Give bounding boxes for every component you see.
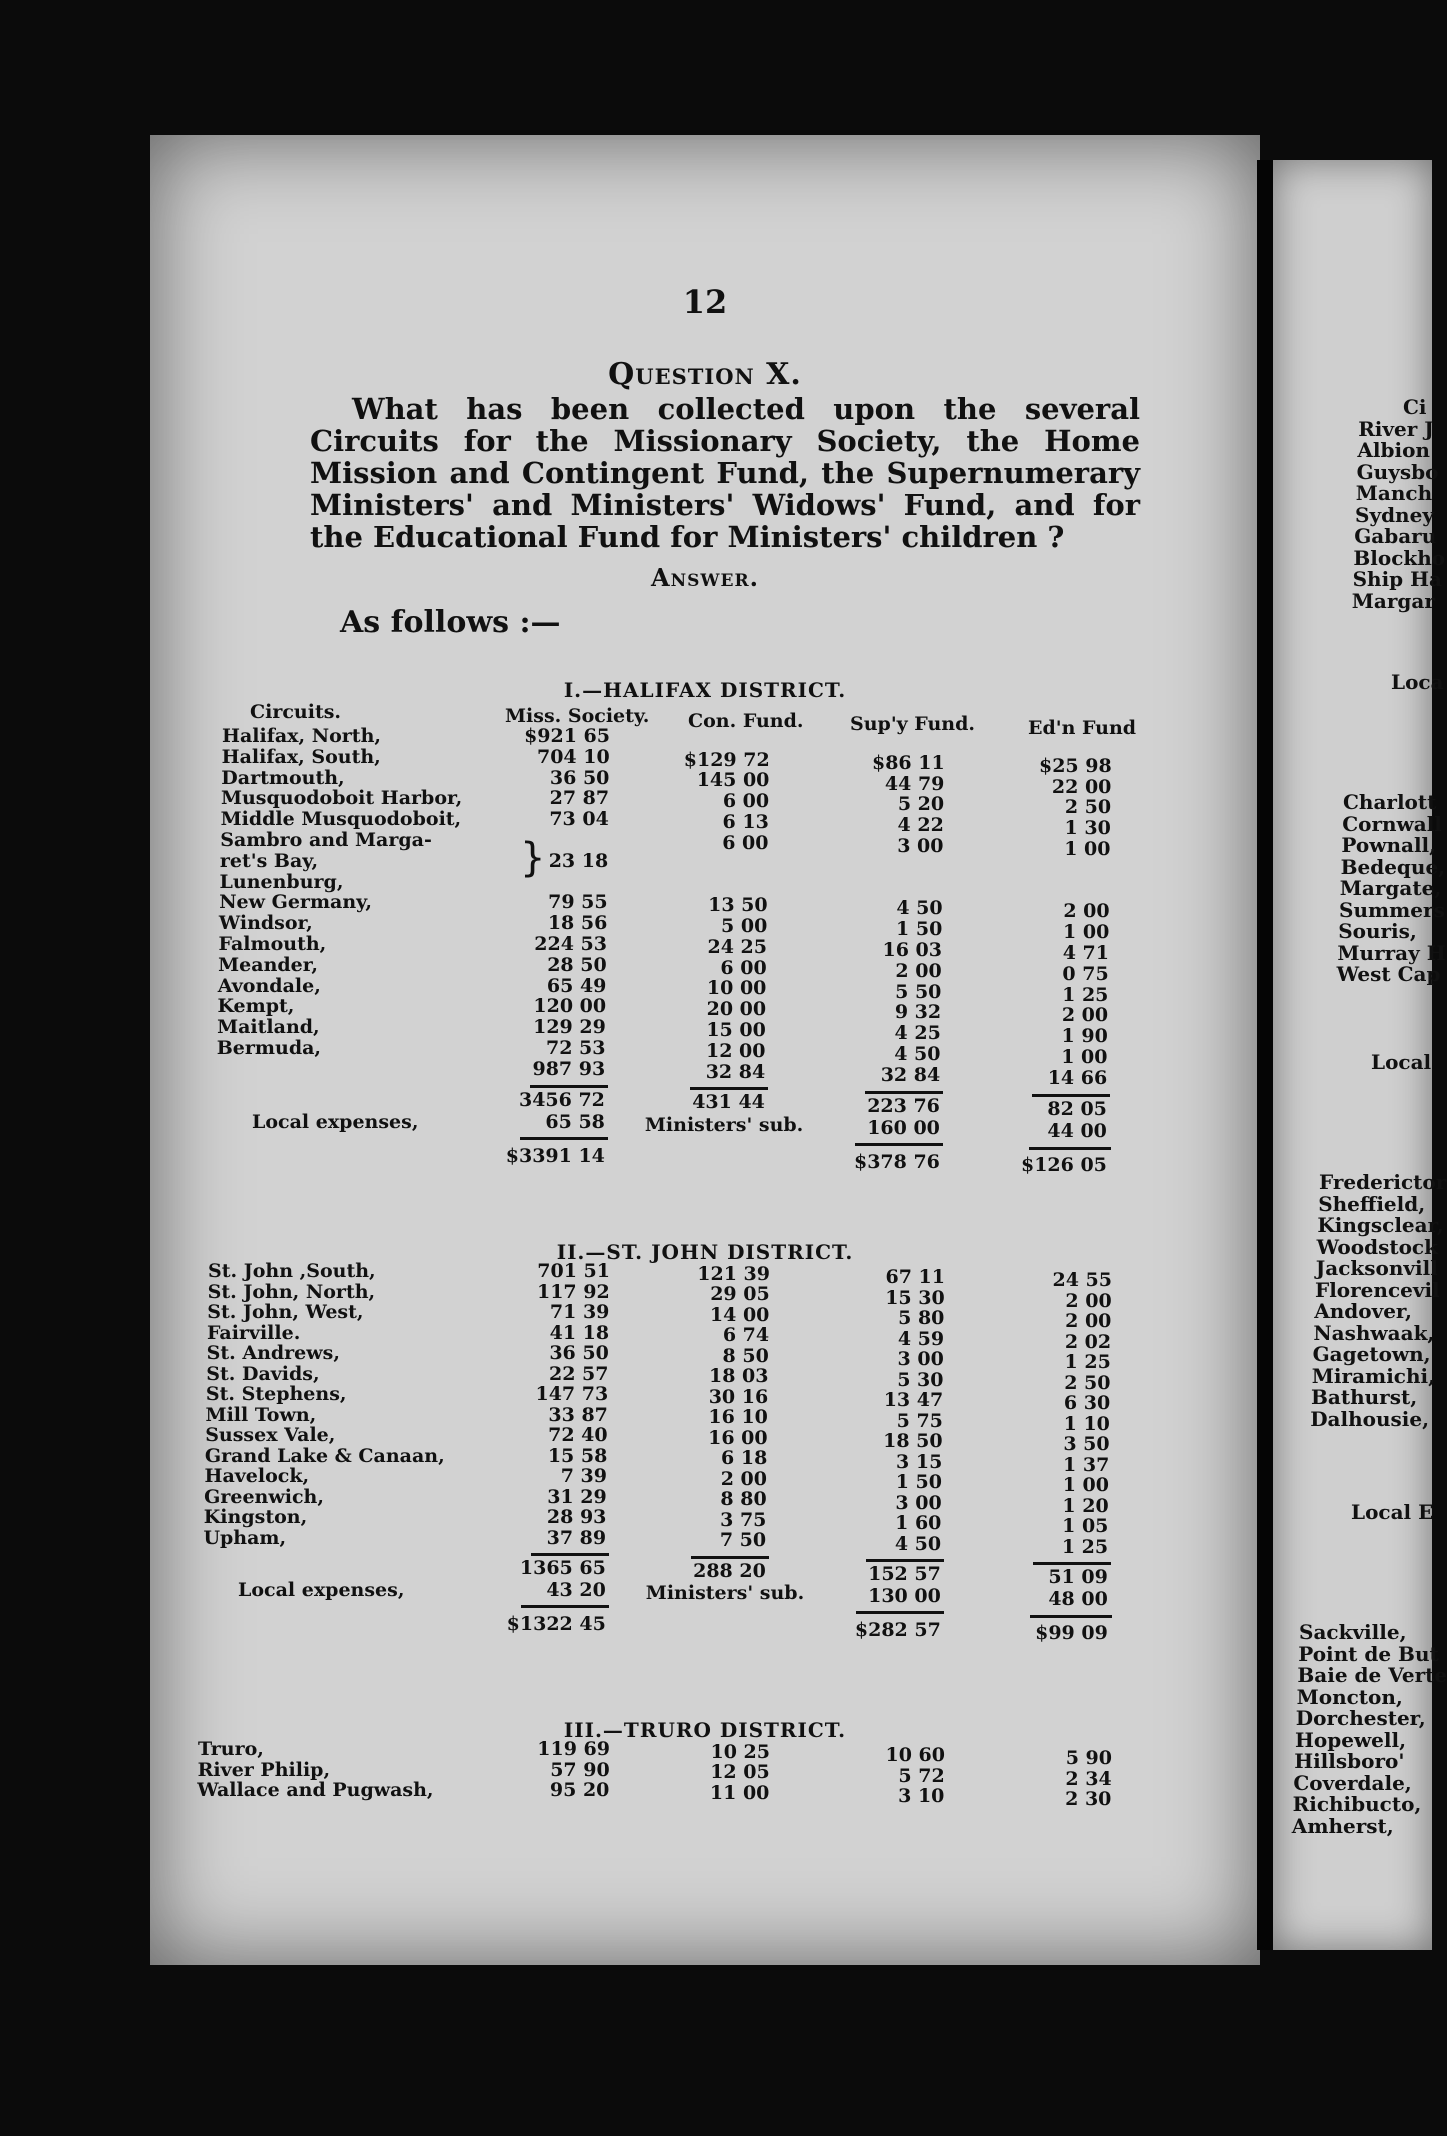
amount-supy: 16 03 [882, 939, 942, 962]
district-title: II.—ST. JOHN DISTRICT. [556, 1240, 854, 1264]
facing-page-entry: West Cap [1336, 962, 1441, 986]
as-follows: As follows :— [340, 605, 561, 640]
facing-page-entry: Sackville, [1299, 1620, 1407, 1644]
facing-page-local: Loca [1391, 670, 1444, 694]
amount-miss: 71 39 [549, 1301, 610, 1323]
circuit-name: Meander, [218, 953, 319, 976]
facing-page-entry: Gagetown, [1312, 1342, 1431, 1366]
amount-miss: 129 29 [533, 1016, 606, 1039]
column-header-con: Con. Fund. [688, 710, 804, 732]
facing-page-entry: Blockho [1353, 545, 1446, 570]
amount-con: 16 10 [708, 1406, 768, 1429]
sum-rule [521, 1605, 609, 1608]
question-title: Question X. [608, 357, 802, 392]
amount-miss: 117 92 [536, 1280, 610, 1303]
column-header-edn: Ed'n Fund [1028, 717, 1137, 739]
amount-miss: 28 50 [547, 953, 607, 976]
subtotal-miss: 3456 72 [518, 1088, 605, 1111]
amount-con: 10 25 [710, 1740, 770, 1763]
amount-con: 6 00 [722, 790, 770, 813]
amount-edn: 1 20 [1062, 1494, 1109, 1517]
facing-page-entry: Nashwaak, [1313, 1320, 1435, 1345]
column-header-circuits: Circuits. [250, 701, 342, 723]
subtotal-miss: 1365 65 [519, 1557, 606, 1579]
facing-page-entry: Sydney [1355, 502, 1434, 527]
amount-supy: 5 50 [895, 980, 942, 1003]
amount-edn: 14 66 [1047, 1066, 1108, 1089]
amount-supy: 18 50 [883, 1430, 943, 1453]
subtotal-supy: 152 57 [868, 1563, 941, 1586]
amount-supy: 4 50 [894, 1043, 941, 1066]
amount-edn: 2 50 [1064, 1371, 1111, 1394]
amount-con: 8 50 [722, 1344, 769, 1367]
circuit-name: Kempt, [217, 995, 295, 1018]
circuit-name: Sussex Vale, [205, 1424, 336, 1446]
sum-rule [865, 1091, 943, 1094]
circuit-name: Fairville. [206, 1321, 301, 1344]
circuit-name: Halifax, North, [222, 725, 381, 747]
sum-rule [690, 1087, 768, 1090]
amount-con: 121 39 [697, 1262, 770, 1285]
facing-page-entry: Woodstock [1316, 1234, 1438, 1259]
ministers-sub-label: Ministers' sub. [644, 1113, 804, 1136]
amount-edn: 1 00 [1064, 838, 1111, 861]
sum-rule [1033, 1562, 1111, 1565]
total-miss: $1322 45 [506, 1613, 606, 1635]
amount-con: 15 00 [706, 1019, 766, 1042]
facing-page-entry: Albion [1357, 438, 1430, 462]
circuit-name: Lunenburg, [219, 870, 344, 893]
amount-miss: 95 20 [549, 1779, 610, 1801]
amount-miss: 36 50 [549, 1342, 609, 1364]
document-page [150, 135, 1260, 1965]
facing-page-entry: Murray H [1337, 940, 1446, 965]
amount-miss: 23 18 [548, 849, 609, 872]
facing-page-local: Local E [1351, 1500, 1434, 1524]
ministers-sub-label: Ministers' sub. [645, 1582, 805, 1604]
amount-con: 18 03 [709, 1365, 769, 1388]
sum-rule [520, 1137, 608, 1140]
amount-edn: 4 71 [1062, 942, 1109, 965]
amount-supy: 3 10 [898, 1785, 945, 1808]
amount-supy: 3 00 [897, 1348, 944, 1371]
facing-page-entry: Andover, [1314, 1299, 1412, 1323]
facing-page-entry: Margate, [1339, 876, 1442, 900]
circuit-name: Havelock, [204, 1465, 310, 1487]
circuit-name: Grand Lake & Canaan, [204, 1444, 445, 1467]
amount-miss: 33 87 [548, 1403, 608, 1426]
circuit-name: Sambro and Marga- [220, 829, 432, 851]
circuit-name: Upham, [203, 1526, 287, 1549]
facing-page-entry: Bedeque, [1340, 854, 1446, 879]
amount-edn: 1 10 [1063, 1412, 1110, 1435]
amount-con: 20 00 [706, 998, 767, 1021]
circuit-name: Halifax, South, [221, 745, 381, 768]
circuit-name: St. John ,South, [208, 1260, 376, 1282]
amount-edn: 2 34 [1065, 1767, 1112, 1790]
circuit-name: River Philip, [197, 1758, 331, 1781]
sum-rule [530, 1085, 608, 1088]
facing-page-entry: Sheffield, [1318, 1191, 1426, 1216]
circuit-name: St. Andrews, [206, 1342, 340, 1364]
facing-page-entry: Ship Ha [1352, 567, 1442, 591]
amount-supy: 9 32 [894, 1001, 942, 1024]
amount-miss: 27 87 [549, 787, 610, 810]
amount-edn: 0 75 [1062, 962, 1109, 985]
facing-page-entry: Pownall, [1341, 833, 1437, 857]
facing-page-entry: Kingsclear, [1317, 1213, 1444, 1237]
amount-con: 30 16 [708, 1385, 769, 1408]
amount-supy: 4 50 [896, 897, 943, 920]
amount-con: $129 72 [683, 748, 770, 771]
facing-page-local: Local [1371, 1050, 1432, 1074]
amount-miss: 22 57 [549, 1362, 609, 1385]
amount-supy: 4 25 [894, 1022, 941, 1045]
amount-miss: 72 53 [546, 1037, 606, 1059]
amount-miss: 7 39 [560, 1465, 607, 1487]
facing-page-entry: Jacksonvill [1315, 1256, 1438, 1280]
amount-edn: 1 00 [1061, 1046, 1108, 1069]
total-edn: $99 09 [1035, 1622, 1108, 1644]
amount-supy: 5 20 [897, 793, 945, 816]
facing-page-entry: Dalhousie, [1310, 1406, 1430, 1431]
amount-con: 11 00 [709, 1781, 770, 1804]
amount-edn: 2 30 [1065, 1788, 1112, 1811]
book-spine [1257, 160, 1273, 1950]
circuit-name: St. John, North, [207, 1280, 376, 1303]
circuit-name: Mill Town, [205, 1403, 317, 1426]
amount-con: 6 13 [722, 811, 769, 834]
amount-con: 24 25 [707, 935, 767, 958]
amount-con: 6 74 [722, 1324, 770, 1347]
circuit-name: St. John, West, [207, 1301, 364, 1323]
facing-page-entry: Charlott [1343, 790, 1437, 814]
amount-edn: 1 30 [1064, 817, 1111, 840]
amount-con: 14 00 [709, 1303, 770, 1326]
amount-miss: 987 93 [532, 1057, 606, 1080]
facing-page-entry: Cornwall [1342, 811, 1442, 836]
facing-page-entry: River J [1358, 416, 1434, 441]
amount-edn: 2 00 [1061, 1004, 1109, 1027]
column-header-miss: Miss. Society. [505, 705, 650, 727]
amount-con: 6 00 [720, 956, 767, 979]
amount-con: 2 00 [720, 1467, 767, 1490]
sum-rule [856, 1611, 944, 1614]
total-miss: $3391 14 [505, 1144, 605, 1167]
sum-rule [1029, 1147, 1111, 1150]
sum-rule [866, 1559, 944, 1562]
circuit-name: Windsor, [218, 912, 313, 935]
amount-con: 12 00 [706, 1039, 766, 1062]
amount-miss: 15 58 [547, 1444, 608, 1467]
facing-page-entry: Richibucto, [1292, 1792, 1422, 1816]
amount-miss: 18 56 [547, 912, 608, 935]
amount-miss: 73 04 [549, 808, 609, 831]
amount-supy: 2 00 [895, 959, 942, 982]
facing-page-entry: Frederictor [1319, 1170, 1447, 1194]
amount-edn: 1 90 [1061, 1025, 1108, 1048]
amount-con: 8 80 [720, 1488, 767, 1511]
facing-page-entry: Souris, [1338, 919, 1417, 943]
facing-page-entry: Guysbo [1356, 459, 1439, 484]
facing-page-entry: Summers [1339, 897, 1445, 922]
amount-edn: 2 02 [1064, 1330, 1112, 1353]
ministers-sub-supy: 160 00 [867, 1116, 940, 1139]
total-supy: $378 76 [853, 1150, 940, 1173]
amount-con: 32 84 [705, 1060, 766, 1083]
sum-rule [531, 1553, 609, 1556]
sum-rule [1032, 1094, 1110, 1097]
amount-con: 5 00 [721, 915, 768, 938]
amount-supy: 4 59 [897, 1327, 945, 1350]
subtotal-supy: 223 76 [867, 1094, 940, 1117]
circuit-name: Maitland, [217, 1016, 320, 1039]
circuit-name: Middle Musquodoboit, [220, 808, 462, 831]
facing-page-entry: Ci [1403, 395, 1427, 419]
amount-supy: 3 00 [895, 1491, 942, 1514]
amount-edn: 1 00 [1063, 921, 1110, 944]
brace-glyph: } [520, 835, 546, 881]
local-expenses-label: Local expenses, [238, 1579, 405, 1601]
amount-miss: 41 18 [549, 1321, 610, 1344]
page-number: 12 [682, 283, 728, 321]
facing-page-entry: Margar [1351, 588, 1435, 613]
amount-supy: 67 11 [885, 1266, 945, 1289]
amount-miss: 72 40 [548, 1424, 608, 1446]
amount-supy: 1 60 [895, 1512, 942, 1535]
amount-supy: 5 75 [896, 1409, 943, 1432]
amount-supy: 5 72 [898, 1764, 945, 1787]
subtotal-edn: 82 05 [1047, 1097, 1107, 1120]
amount-supy: 3 15 [896, 1450, 943, 1473]
circuit-name: Musquodoboit Harbor, [220, 787, 463, 810]
facing-page-entry: Amherst, [1291, 1813, 1394, 1838]
amount-miss: 31 29 [547, 1485, 607, 1508]
sum-rule [1030, 1615, 1112, 1618]
amount-edn: 1 25 [1064, 1351, 1111, 1374]
amount-con: 3 75 [720, 1508, 767, 1531]
amount-edn: 2 50 [1064, 796, 1112, 819]
amount-edn: 1 25 [1061, 1535, 1109, 1558]
subtotal-con: 431 44 [692, 1091, 765, 1114]
amount-miss: 120 00 [533, 995, 607, 1018]
circuit-name: New Germany, [219, 891, 373, 914]
amount-edn: 22 00 [1051, 775, 1112, 798]
amount-supy: 15 30 [885, 1286, 945, 1309]
amount-supy: 32 84 [880, 1063, 941, 1086]
amount-edn: 2 00 [1065, 1289, 1112, 1312]
facing-page-entry: Baie de Verte [1297, 1663, 1447, 1687]
sum-rule [855, 1143, 943, 1146]
amount-supy: 1 50 [895, 1471, 942, 1494]
circuit-name: Bermuda, [216, 1037, 322, 1059]
local-expenses-amount: 43 20 [546, 1579, 606, 1601]
circuit-name: Wallace and Pugwash, [197, 1779, 434, 1801]
amount-supy: 1 50 [896, 918, 943, 941]
total-supy: $282 57 [854, 1619, 941, 1641]
circuit-name: Dartmouth, [221, 766, 345, 789]
amount-con: 6 18 [721, 1447, 768, 1470]
facing-page-entry: Moncton, [1296, 1684, 1403, 1709]
ministers-sub-supy: 130 00 [868, 1585, 941, 1607]
sum-rule [691, 1556, 769, 1559]
circuit-name: ret's Bay, [219, 849, 319, 872]
amount-miss: 701 51 [537, 1260, 610, 1282]
amount-miss: 65 49 [546, 974, 607, 997]
amount-miss: 28 93 [546, 1506, 607, 1528]
amount-supy: 5 80 [898, 1307, 945, 1330]
facing-page-entry: Coverdale, [1293, 1770, 1412, 1795]
amount-con: 16 00 [708, 1426, 768, 1449]
local-expenses-amount: 65 58 [545, 1110, 605, 1133]
question-text: What has been collected upon the several Circuits for the Missionary Society, the Home Mission and Contingent Fund, the Supernumerary Ministers' and Ministers' Widows' Fund, and for the Educational Fund for Ministers' children ? [310, 392, 1140, 554]
amount-miss: 36 50 [549, 766, 610, 789]
amount-miss: 119 69 [537, 1738, 610, 1760]
amount-edn: 1 25 [1062, 983, 1109, 1006]
amount-miss: 224 53 [534, 933, 607, 955]
circuit-name: Avondale, [217, 974, 321, 997]
amount-edn: 5 90 [1065, 1747, 1112, 1770]
amount-supy: 3 00 [897, 835, 944, 858]
amount-con: 29 05 [710, 1283, 770, 1306]
circuit-name: Kingston, [203, 1506, 308, 1528]
facing-page-entry: Dorchester, [1295, 1706, 1426, 1730]
facing-page-entry: Point de But [1298, 1641, 1439, 1666]
amount-miss: 37 89 [546, 1526, 607, 1549]
local-expenses-label: Local expenses, [252, 1110, 419, 1133]
facing-page [1273, 160, 1447, 1950]
answer-label: Answer. [651, 563, 759, 592]
amount-supy: 10 60 [885, 1744, 945, 1767]
amount-miss: 704 10 [536, 745, 610, 768]
amount-supy: 5 30 [897, 1368, 944, 1391]
amount-supy: 44 79 [884, 772, 945, 795]
amount-edn: 2 00 [1065, 1310, 1112, 1333]
amount-edn: 6 30 [1063, 1392, 1111, 1415]
ministers-sub-edn: 48 00 [1048, 1588, 1108, 1610]
amount-edn: 1 05 [1062, 1515, 1109, 1538]
amount-edn: 1 37 [1063, 1453, 1110, 1476]
subtotal-con: 288 20 [693, 1559, 766, 1582]
amount-edn: 24 55 [1052, 1269, 1112, 1292]
amount-miss: 147 73 [535, 1383, 609, 1405]
amount-supy: 13 47 [883, 1389, 944, 1412]
facing-page-entry: Florencevil [1315, 1277, 1440, 1302]
amount-miss: 57 90 [550, 1758, 610, 1781]
circuit-name: St. Stephens, [205, 1383, 347, 1405]
amount-con: 145 00 [696, 769, 770, 792]
facing-page-entry: Manch [1355, 481, 1433, 505]
amount-edn: 2 00 [1063, 900, 1110, 923]
amount-miss: $921 65 [524, 725, 610, 747]
amount-supy: 4 22 [897, 814, 944, 837]
amount-supy: $86 11 [871, 751, 945, 774]
facing-page-entry: Hillsboro' [1294, 1749, 1405, 1773]
district-title: I.—HALIFAX DISTRICT. [563, 678, 847, 702]
amount-con: 7 50 [719, 1529, 767, 1552]
facing-page-entry: Bathurst, [1311, 1385, 1418, 1409]
column-header-supy: Sup'y Fund. [850, 713, 975, 735]
facing-page-entry: Miramichi, [1311, 1363, 1436, 1388]
circuit-name: St. Davids, [206, 1362, 320, 1385]
facing-page-entry: Gabaru [1354, 524, 1437, 548]
amount-con: 10 00 [706, 977, 767, 1000]
amount-con: 6 00 [722, 831, 769, 854]
amount-edn: 1 00 [1062, 1474, 1109, 1497]
district-title: III.—TRURO DISTRICT. [563, 1718, 847, 1742]
ministers-sub-edn: 44 00 [1047, 1119, 1107, 1142]
amount-supy: 4 50 [894, 1532, 942, 1555]
circuit-name: Truro, [198, 1738, 264, 1760]
amount-miss: 79 55 [548, 891, 608, 914]
circuit-name: Falmouth, [218, 933, 327, 955]
amount-edn: $25 98 [1038, 754, 1112, 777]
subtotal-edn: 51 09 [1048, 1566, 1108, 1589]
amount-con: 12 05 [710, 1761, 770, 1784]
amount-edn: 3 50 [1063, 1433, 1110, 1456]
circuit-name: Greenwich, [204, 1485, 324, 1508]
total-edn: $126 05 [1020, 1153, 1107, 1176]
amount-con: 13 50 [708, 894, 768, 917]
facing-page-entry: Hopewell, [1295, 1727, 1407, 1752]
